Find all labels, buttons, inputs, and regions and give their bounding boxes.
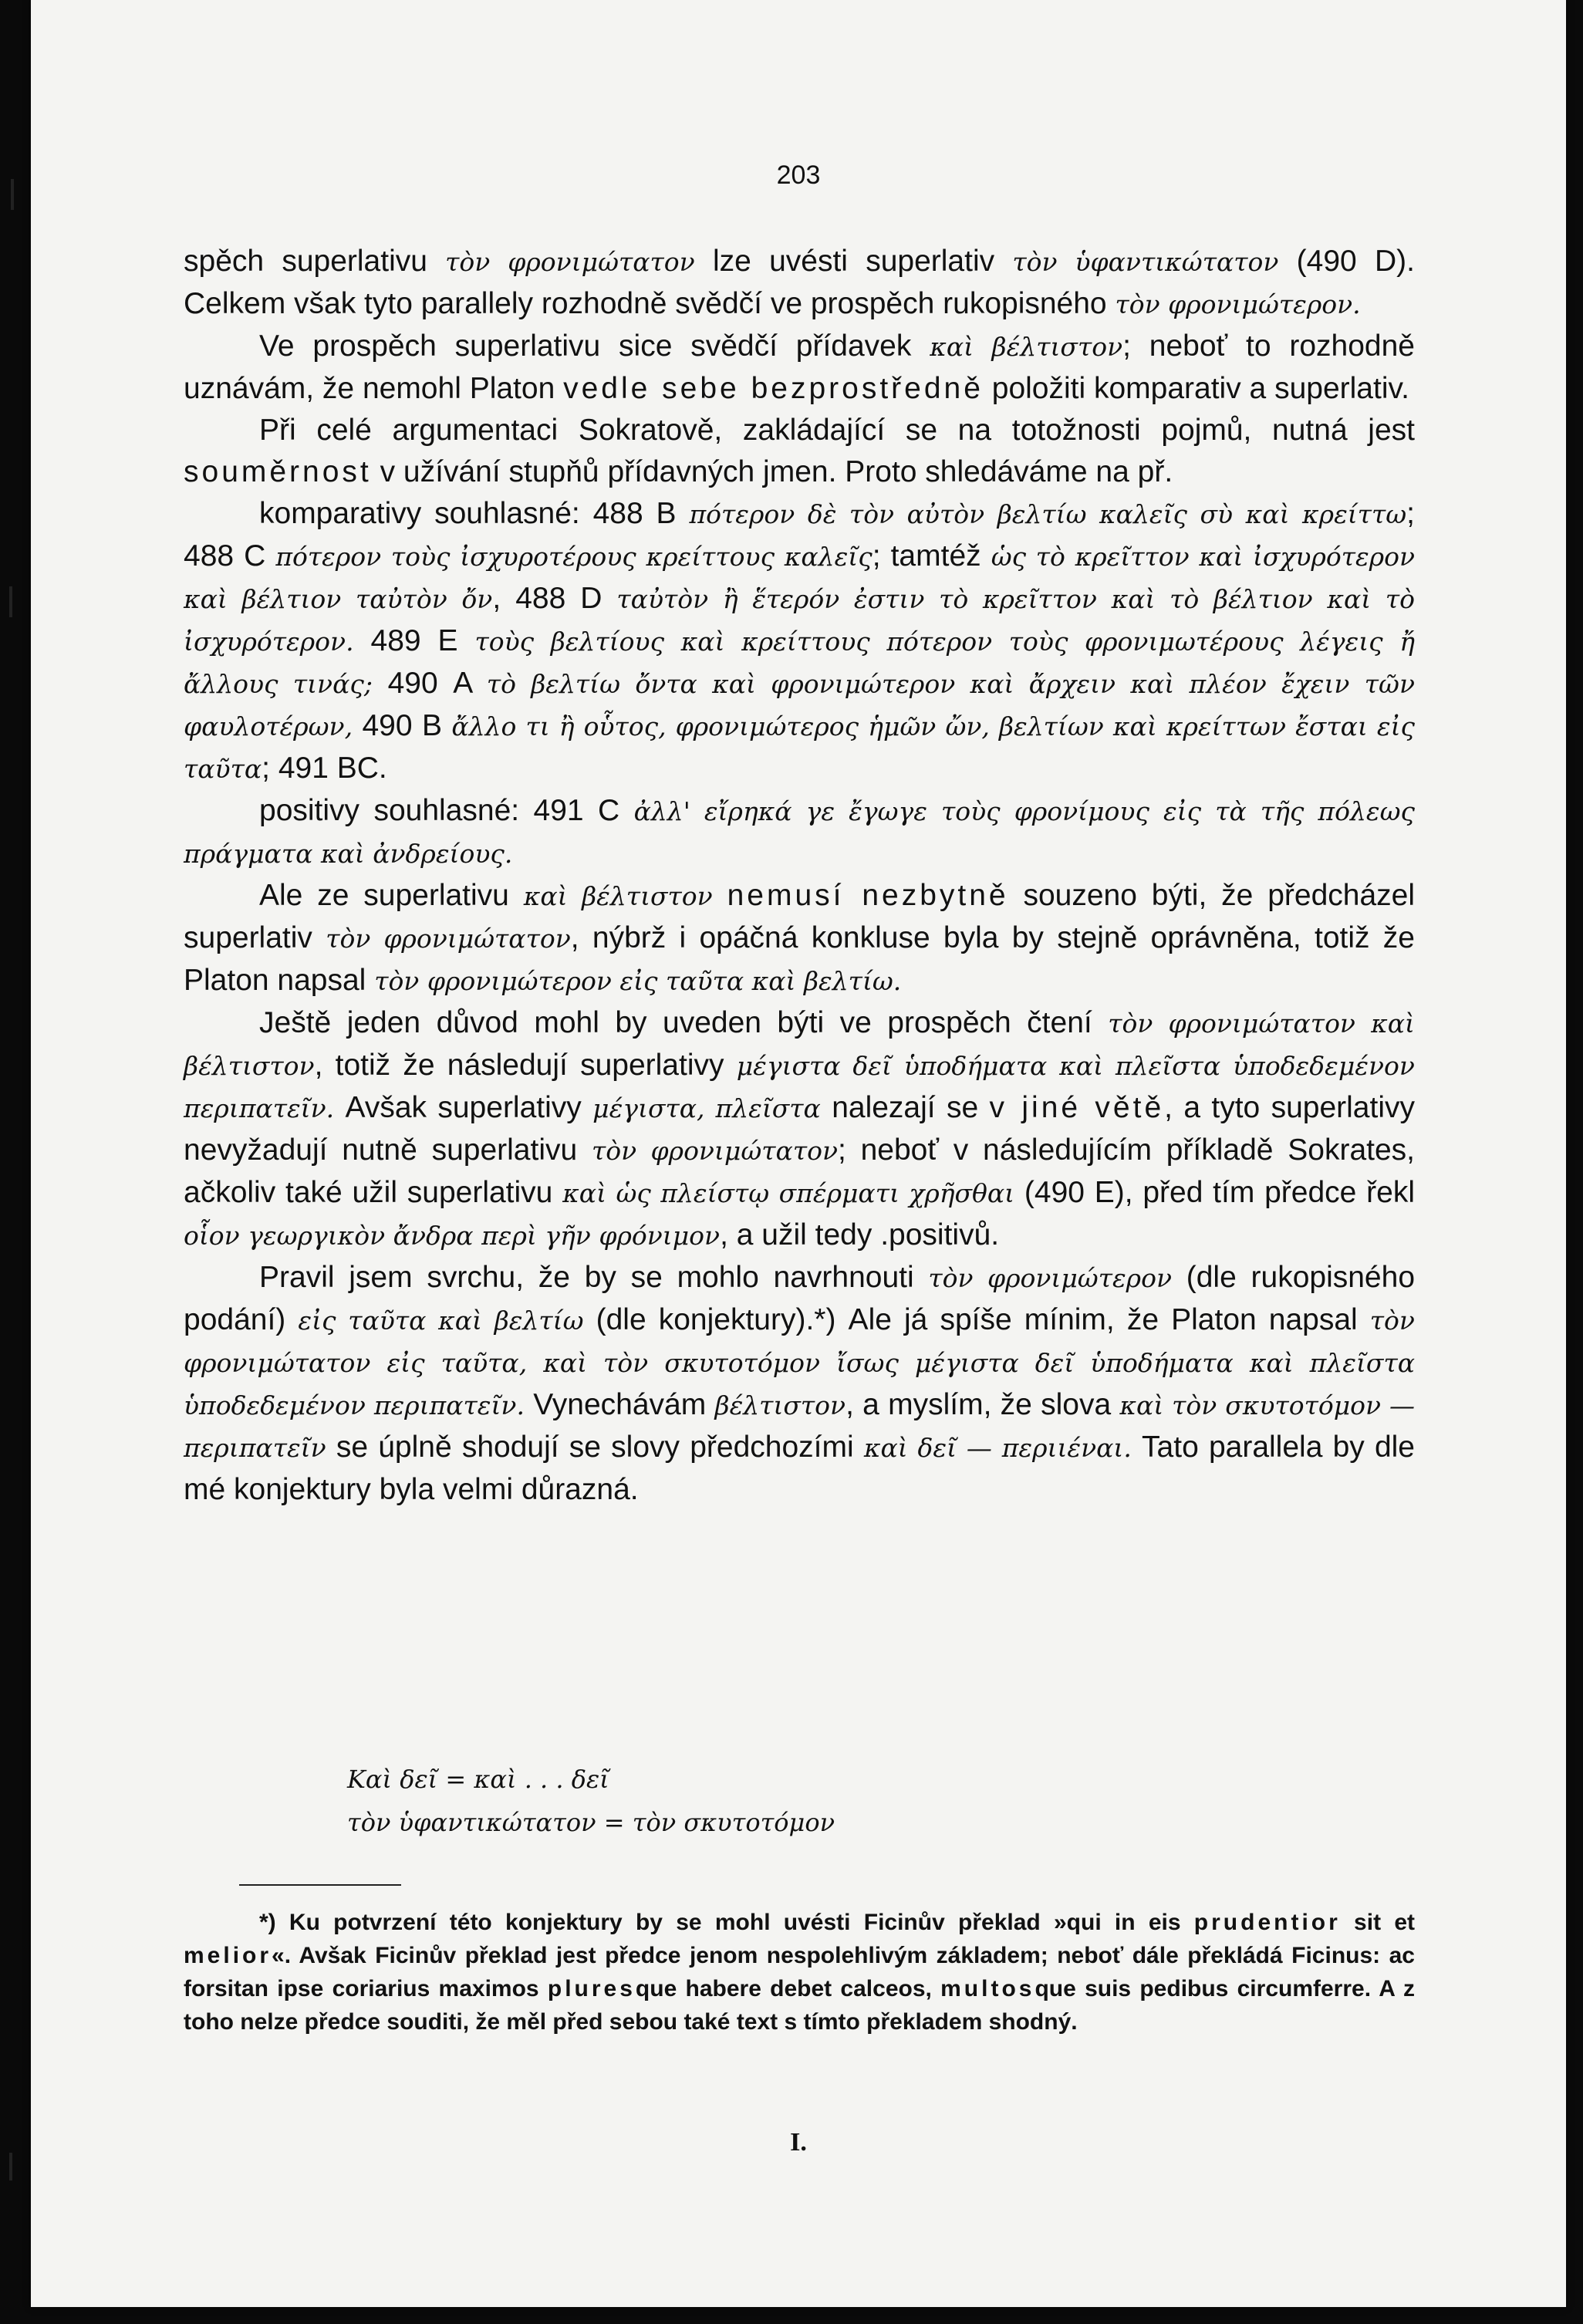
footnote: *) Ku potvrzení této konjektury by se mohl uvésti Ficinův překlad »qui in eis prudentior sit et melior«. Avšak Ficinův překlad jest předce jenom nespolehlivým základem; neboť dále překládá Ficinus: ac forsitan ipse coriarius maximos pluresque habere debet calceos, multosque suis pedibus circumferre. A z toho nelze předce souditi, že měl před sebou také text s tímto překladem shodný. [184, 1910, 1416, 2035]
formula-block [347, 1758, 835, 1844]
paragraph-6: Ale ze superlativu καὶ βέλτιστον nemusí nezbytně souzeno býti, že předcházel superlativ τὸν φρονιμώτατον, nýbrž i opáčná konkluse byla by stejně oprávněna, totiž že Platon napsal τὸν φρονιμώτερον εἰς ταῦτα καὶ βελτίω. [184, 879, 1415, 997]
body-text [184, 241, 1415, 1511]
formula-line: Καὶ δεῖ = καὶ . . . δεῖ [347, 1765, 609, 1794]
margin-mark [9, 586, 12, 617]
paragraph-5: positivy souhlasné: 491 C ἀλλ' εἴρηκά γε ἔγωγε τοὺς φρονίμους εἰς τὰ τῆς πόλεως πράγματα καὶ ἀνδρείους. [184, 794, 1415, 869]
paragraph-8: Pravil jsem svrchu, že by se mohlo navrhnouti τὸν φρονιμώτερον (dle rukopisného podání) εἰς ταῦτα καὶ βελτίω (dle konjektury).*) Ale já spíše mínim, že Platon napsal τὸν φρονιμώτατον εἰς ταῦτα, καὶ τὸν σκυτοτόμον ἴσως μέγιστα δεῖ ὑποδήματα καὶ πλεῖστα ὑποδεδεμένον περιπατεῖν. Vynechávám βέλτιστον, a myslím, že slova καὶ τὸν σκυτοτόμον — περιπατεῖν se úplně shodují se slovy předchozími καὶ δεῖ — περιιέναι. Tato parallela by dle mé konjektury byla velmi důrazná. [184, 1261, 1416, 1506]
paragraph-2: Ve prospěch superlativu sice svědčí přídavek καὶ βέλτιστον; neboť to rozhodně uznávám, že nemohl Platon vedle sebe bezprostředně položiti komparativ a superlativ. [184, 329, 1415, 405]
footnote-divider [239, 1884, 401, 1886]
page-number: 203 [776, 160, 821, 190]
margin-mark [9, 2153, 12, 2180]
paragraph-4: komparativy souhlasné: 488 B πότερον δὲ τὸν αὐτὸν βελτίω καλεῖς σὺ καὶ κρείττω; 488 C πότερον τοὺς ἰσχυροτέρους κρείττους καλεῖς; tamtéž ὡς τὸ κρεῖττον καὶ ἰσχυρότερον καὶ βέλτιον ταὐτὸν ὄν, 488 D ταὐτὸν ἢ ἕτερόν ἐστιν τὸ κρεῖττον καὶ τὸ βέλτιον καὶ τὸ ἰσχυρότερον. 489 E τοὺς βελτίους καὶ κρείττους πότερον τοὺς φρονιμωτέρους λέγεις ἤ ἄλλους τινάς; 490 A τὸ βελτίω ὄντα καὶ φρονιμώτερον καὶ ἄρχειν καὶ πλέον ἔχειν τῶν φαυλοτέρων, 490 B ἄλλο τι ἢ οὗτος, φρονιμώτερος ἡμῶν ὤν, βελτίων καὶ κρείττων ἔσται εἰς ταῦτα; 491 BC. [184, 497, 1416, 785]
paragraph-3: Při celé argumentaci Sokratově, zakládající se na totožnosti pojmů, nutná jest souměrnost v užívání stupňů přídavných jmen. Proto shledáváme na př. [184, 414, 1415, 488]
signature-mark: I. [790, 2128, 807, 2157]
formula-line: τὸν ὑφαντικώτατον = τὸν σκυτοτόμον [347, 1808, 835, 1837]
paragraph-1: spěch superlativu τὸν φρονιμώτατον lze uvésti superlativ τὸν ὑφαντικώτατον (490 D). Celkem však tyto parallely rozhodně svědčí ve prospěch rukopisného τὸν φρονιμώτερον. [184, 245, 1415, 320]
paragraph-7: Ještě jeden důvod mohl by uveden býti ve prospěch čtení τὸν φρονιμώτατον καὶ βέλτιστον, totiž že následují superlativy μέγιστα δεῖ ὑποδήματα καὶ πλεῖστα ὑποδεδεμένον περιπατεῖν. Avšak superlativy μέγιστα, πλεῖστα nalezají se v jiné větě, a tyto superlativy nevyžadují nutně superlativu τὸν φρονιμώτατον; neboť v následujícím příkladě Sokrates, ačkoliv také užil superlativu καὶ ὡς πλείστῳ σπέρματι χρῆσθαι (490 E), před tím předce řekl οἷον γεωργικὸν ἄνδρα περὶ γῆν φρόνιμον, a užil tedy .positivů. [184, 1006, 1415, 1252]
page [31, 0, 1566, 2307]
margin-mark [11, 179, 14, 210]
